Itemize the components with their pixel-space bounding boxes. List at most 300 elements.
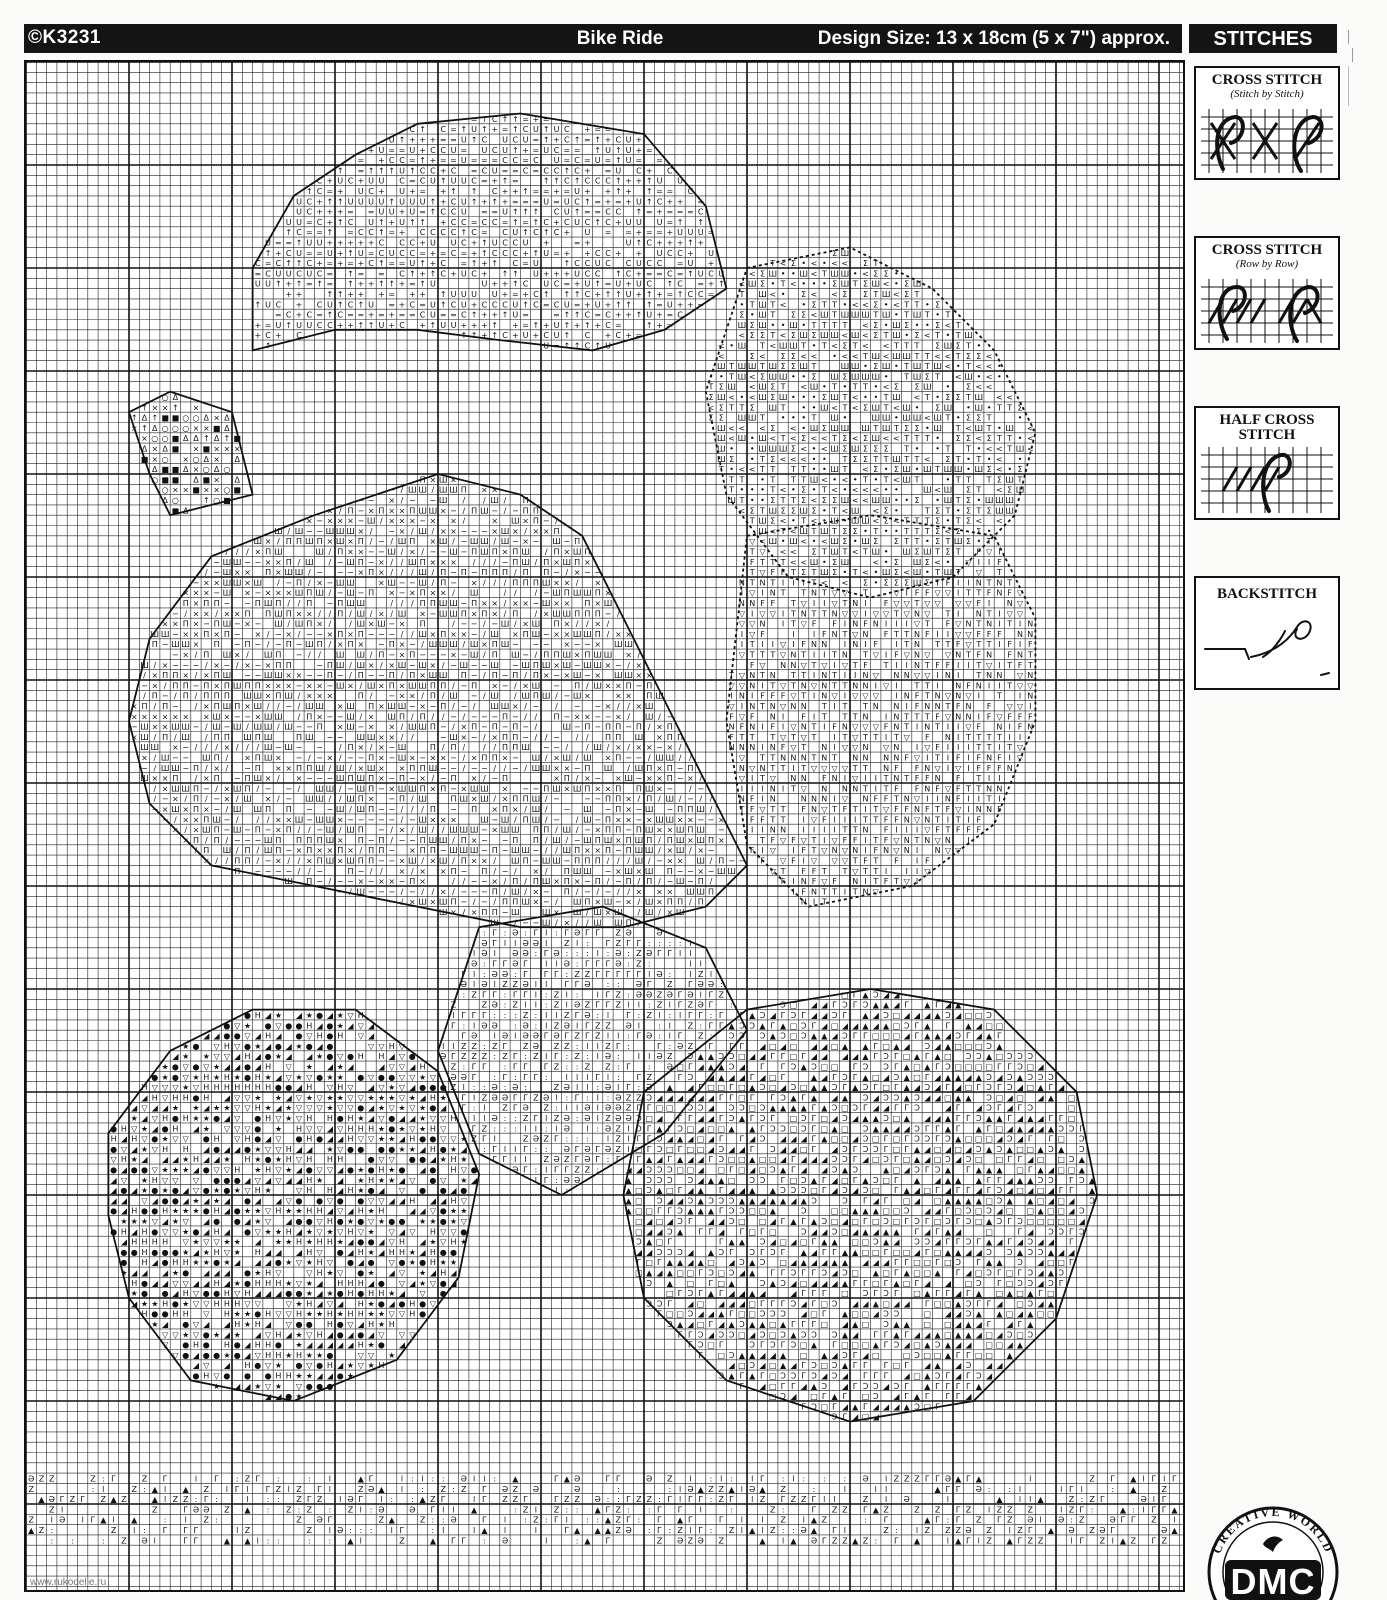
stitch-symbol: Ш xyxy=(769,537,778,546)
stitch-symbol: × xyxy=(316,846,323,855)
stitch-symbol: ▽ xyxy=(749,589,756,598)
stitch-symbol: l xyxy=(514,939,516,948)
stitch-symbol: − xyxy=(347,784,354,793)
stitch-symbol: / xyxy=(411,527,414,536)
stitch-symbol: < xyxy=(718,342,725,351)
stitch-symbol: T xyxy=(965,475,971,484)
stitch-symbol: П xyxy=(626,877,632,886)
stitch-symbol: ▽ xyxy=(234,1021,241,1030)
stitch-symbol: C xyxy=(585,218,591,227)
stitch-symbol: Σ xyxy=(945,393,950,402)
stitch-symbol: U xyxy=(698,228,704,237)
stitch-symbol: □ xyxy=(707,1124,715,1133)
stitch-symbol: − xyxy=(399,877,406,886)
stitch-symbol: П xyxy=(214,754,220,763)
stitch-symbol: • xyxy=(884,321,889,330)
stitch-symbol: Ə xyxy=(646,949,652,958)
stitch-symbol: × xyxy=(666,826,673,835)
stitch-symbol: − xyxy=(543,898,550,907)
stitch-symbol: ▲ xyxy=(862,1073,869,1082)
stitch-symbol: / xyxy=(473,558,476,567)
stitch-symbol: ↑ xyxy=(419,259,426,268)
stitch-symbol: U xyxy=(584,228,590,237)
stitch-symbol: F xyxy=(976,723,981,732)
stitch-symbol: Г xyxy=(606,990,611,999)
stitch-symbol: Ш xyxy=(727,867,736,876)
stitch-symbol: C xyxy=(348,177,354,186)
stitch-symbol: − xyxy=(460,599,467,608)
stitch-symbol: П xyxy=(430,681,436,690)
stitch-symbol: ★ xyxy=(162,1135,169,1144)
stitch-symbol: × xyxy=(656,898,663,907)
stitch-symbol: Ш xyxy=(243,795,252,804)
stitch-symbol: Z xyxy=(616,1001,622,1010)
stitch-symbol: C xyxy=(502,228,508,237)
stitch-symbol: П xyxy=(533,877,539,886)
stitch-symbol: : xyxy=(493,1073,496,1082)
stitch-symbol: I xyxy=(988,681,990,690)
stitch-symbol: ○ xyxy=(203,465,210,474)
stitch-symbol: U xyxy=(481,280,487,289)
stitch-symbol: N xyxy=(986,805,992,814)
stitch-symbol: Z xyxy=(543,1104,549,1113)
stitch-symbol: • xyxy=(843,517,848,526)
stitch-symbol: Σ xyxy=(966,414,971,423)
stitch-symbol: Ш xyxy=(449,733,458,742)
stitch-symbol: ▽ xyxy=(440,1114,447,1123)
stitch-symbol: × xyxy=(182,836,189,845)
stitch-symbol: Ш xyxy=(161,764,170,773)
stitch-symbol: : xyxy=(473,1083,476,1092)
stitch-symbol: □ xyxy=(831,1021,839,1030)
stitch-symbol: Ш xyxy=(995,506,1004,515)
stitch-symbol: ↑ xyxy=(430,269,437,278)
stitch-symbol: I xyxy=(751,826,753,835)
stitch-symbol: C xyxy=(482,166,488,175)
stitch-symbol: − xyxy=(563,692,570,701)
stitch-symbol: + xyxy=(296,290,303,299)
stitch-symbol: C xyxy=(554,300,560,309)
stitch-symbol: < xyxy=(739,280,746,289)
stitch-symbol: T xyxy=(821,898,827,907)
stitch-symbol: × xyxy=(285,815,292,824)
stitch-symbol: Ш xyxy=(470,589,479,598)
stitch-symbol: × xyxy=(656,733,663,742)
stitch-symbol: − xyxy=(481,836,488,845)
stitch-symbol: Ш xyxy=(872,548,881,557)
stitch-symbol: Ə xyxy=(636,980,642,989)
stitch-symbol: = xyxy=(368,249,375,258)
stitch-symbol: ▽ xyxy=(965,558,972,567)
stitch-symbol: / xyxy=(411,805,414,814)
stitch-symbol: / xyxy=(432,712,435,721)
stitch-symbol: I xyxy=(885,651,887,660)
stitch-symbol: F xyxy=(956,826,961,835)
stitch-symbol: − xyxy=(594,774,601,783)
stitch-symbol: I xyxy=(967,754,969,763)
stitch-symbol: F xyxy=(915,702,920,711)
stitch-symbol: ↑ xyxy=(471,259,478,268)
stitch-symbol: П xyxy=(492,723,498,732)
stitch-symbol: • xyxy=(904,496,909,505)
stitch-symbol: < xyxy=(800,537,807,546)
stitch-symbol: / xyxy=(658,908,661,917)
stitch-symbol: F xyxy=(987,712,992,721)
stitch-symbol: = xyxy=(605,156,612,165)
stitch-symbol: Г xyxy=(812,1104,817,1113)
stitch-symbol: U xyxy=(461,300,467,309)
stitch-symbol: ■ xyxy=(213,424,221,433)
stitch-symbol: / xyxy=(689,846,692,855)
stitch-symbol: N xyxy=(821,640,827,649)
stitch-symbol: U xyxy=(358,249,364,258)
stitch-symbol: ■ xyxy=(172,434,180,443)
stitch-symbol: − xyxy=(615,898,622,907)
stitch-symbol: N xyxy=(873,620,879,629)
stitch-symbol: Ш xyxy=(305,537,314,546)
stitch-symbol: − xyxy=(553,733,560,742)
stitch-symbol: : xyxy=(462,1021,465,1030)
stitch-symbol: Ш xyxy=(542,764,551,773)
stitch-symbol: F xyxy=(997,764,1002,773)
stitch-symbol: T xyxy=(759,342,765,351)
stitch-symbol: F xyxy=(976,764,981,773)
stitch-symbol: ◢ xyxy=(172,1052,179,1061)
stitch-symbol: Ш xyxy=(799,506,808,515)
stitch-symbol: + xyxy=(677,197,684,206)
stitch-symbol: : xyxy=(462,990,465,999)
stitch-symbol: Г xyxy=(482,990,487,999)
stitch-symbol: T xyxy=(924,311,930,320)
stitch-symbol: T xyxy=(996,434,1002,443)
stitch-symbol: / xyxy=(329,877,332,886)
stitch-symbol: × xyxy=(419,877,426,886)
stitch-symbol: ◢ xyxy=(852,1021,859,1030)
stitch-symbol: Ɔ xyxy=(883,1052,889,1061)
stitch-symbol: ★ xyxy=(182,1052,189,1061)
stitch-symbol: / xyxy=(401,815,404,824)
stitch-symbol: Ш xyxy=(449,486,458,495)
stitch-symbol: × xyxy=(368,506,375,515)
stitch-symbol: П xyxy=(275,651,281,660)
stitch-symbol: × xyxy=(399,527,406,536)
stitch-symbol: • xyxy=(863,527,868,536)
stitch-symbol: / xyxy=(689,898,692,907)
stitch-symbol: N xyxy=(801,754,807,763)
stitch-symbol: • xyxy=(966,403,971,412)
stitch-symbol: ▽ xyxy=(368,1042,375,1051)
stitch-symbol: П xyxy=(564,887,570,896)
stitch-symbol: Ə xyxy=(687,990,693,999)
stitch-symbol: U xyxy=(461,197,467,206)
stitch-symbol: / xyxy=(535,712,538,721)
stitch-symbol: Ш xyxy=(398,609,407,618)
stitch-symbol: N xyxy=(770,589,776,598)
stitch-symbol: / xyxy=(277,537,280,546)
stitch-symbol: C xyxy=(502,156,508,165)
stitch-symbol: □ xyxy=(996,1093,1004,1102)
stitch-symbol: П xyxy=(440,568,446,577)
stitch-symbol: Z xyxy=(574,1052,580,1061)
stitch-symbol: ▲ xyxy=(667,1083,674,1092)
stitch-symbol: Ш xyxy=(830,517,839,526)
stitch-symbol: − xyxy=(316,826,323,835)
stitch-symbol: П xyxy=(347,867,353,876)
stitch-symbol: Г xyxy=(451,1021,456,1030)
stitch-symbol: + xyxy=(347,321,354,330)
stitch-symbol: × xyxy=(491,877,498,886)
stitch-symbol: : xyxy=(565,970,568,979)
stitch-symbol: Г xyxy=(1079,1124,1084,1133)
stitch-symbol: × xyxy=(162,712,169,721)
stitch-symbol: − xyxy=(224,826,231,835)
stitch-symbol: Ш xyxy=(151,630,160,639)
stitch-symbol: ◢ xyxy=(965,1073,972,1082)
stitch-symbol: I xyxy=(957,609,959,618)
stitch-symbol: N xyxy=(883,764,889,773)
stitch-symbol: × xyxy=(388,589,395,598)
stitch-symbol: − xyxy=(172,661,179,670)
stitch-symbol: ● xyxy=(326,1021,333,1030)
stitch-symbol: / xyxy=(710,805,713,814)
stitch-symbol: N xyxy=(893,774,899,783)
stitch-symbol: Г xyxy=(987,1124,992,1133)
stitch-symbol: Г xyxy=(719,1114,724,1123)
stitch-symbol: T xyxy=(831,321,837,330)
stitch-symbol: < xyxy=(862,342,869,351)
stitch-symbol: × xyxy=(615,712,622,721)
stitch-symbol: C xyxy=(646,239,652,248)
stitch-symbol: ▲ xyxy=(904,1093,911,1102)
stitch-symbol: F xyxy=(863,620,868,629)
stitch-symbol: = xyxy=(347,259,354,268)
stitch-symbol: Ш xyxy=(583,754,592,763)
stitch-symbol: □ xyxy=(996,1052,1004,1061)
stitch-symbol: T xyxy=(852,342,858,351)
stitch-symbol: П xyxy=(275,661,281,670)
stitch-symbol: − xyxy=(533,784,540,793)
stitch-symbol: Г xyxy=(842,1011,847,1020)
stitch-symbol: × xyxy=(502,548,509,557)
stitch-symbol: C xyxy=(513,249,519,258)
stitch-symbol: Ə xyxy=(615,1114,621,1123)
stitch-symbol: П xyxy=(636,784,642,793)
stitch-symbol: Ɔ xyxy=(832,1104,838,1113)
stitch-symbol: U xyxy=(296,208,302,217)
stitch-symbol: F xyxy=(770,723,775,732)
stitch-symbol: × xyxy=(306,681,313,690)
stitch-symbol: T xyxy=(914,342,920,351)
stitch-symbol: × xyxy=(563,764,570,773)
stitch-symbol: • xyxy=(781,414,786,423)
stitch-symbol: • xyxy=(956,362,961,371)
stitch-symbol: + xyxy=(625,280,632,289)
stitch-symbol: П xyxy=(255,826,261,835)
stitch-symbol: C xyxy=(574,156,580,165)
stitch-symbol: П xyxy=(327,671,333,680)
stitch-symbol: ▽ xyxy=(183,1073,190,1082)
stitch-symbol: / xyxy=(432,887,435,896)
stitch-symbol: × xyxy=(430,558,437,567)
stitch-symbol: Δ xyxy=(193,475,199,484)
stitch-symbol: П xyxy=(358,692,364,701)
stitch-symbol: ○ xyxy=(162,393,169,402)
stitch-symbol: / xyxy=(462,754,465,763)
stitch-symbol: ▽ xyxy=(729,702,736,711)
stitch-symbol: ◢ xyxy=(327,1063,334,1072)
stitch-symbol: • xyxy=(750,496,755,505)
stitch-symbol: • xyxy=(791,517,796,526)
stitch-symbol: l xyxy=(494,980,496,989)
stitch-symbol: U xyxy=(626,146,632,155)
stitch-symbol: Ш xyxy=(861,517,870,526)
stitch-symbol: l xyxy=(545,1011,547,1020)
stitch-symbol: Ə xyxy=(440,1052,446,1061)
stitch-symbol: / xyxy=(535,558,538,567)
stitch-symbol: Ш xyxy=(501,826,510,835)
stitch-symbol: ▽ xyxy=(1007,609,1014,618)
stitch-symbol: ▽ xyxy=(214,1042,221,1051)
stitch-symbol: ● xyxy=(378,1073,385,1082)
stitch-symbol: □ xyxy=(872,1032,880,1041)
stitch-symbol: < xyxy=(800,455,807,464)
stitch-symbol: I xyxy=(967,795,969,804)
stitch-symbol: U xyxy=(306,321,312,330)
stitch-symbol: Ш xyxy=(326,815,335,824)
stitch-symbol: Г xyxy=(1007,1063,1012,1072)
stitch-symbol: ↑ xyxy=(440,177,447,186)
stitch-symbol: ▽ xyxy=(244,1124,251,1133)
stitch-symbol: Ə xyxy=(698,980,704,989)
stitch-symbol: = xyxy=(563,146,570,155)
stitch-symbol: C xyxy=(564,218,570,227)
stitch-symbol: ▽ xyxy=(873,887,880,896)
stitch-symbol: П xyxy=(409,671,415,680)
stitch-symbol: ▽ xyxy=(832,692,839,701)
stitch-symbol: П xyxy=(667,774,673,783)
stitch-symbol: П xyxy=(409,506,415,515)
stitch-symbol: C xyxy=(286,249,292,258)
stitch-symbol: Г xyxy=(606,939,611,948)
stitch-symbol: Ш xyxy=(851,506,860,515)
stitch-symbol: Ш xyxy=(573,630,582,639)
stitch-symbol: / xyxy=(483,578,486,587)
stitch-symbol: Ш xyxy=(460,661,469,670)
stitch-symbol: П xyxy=(183,681,189,690)
stitch-symbol: ▲ xyxy=(801,1063,808,1072)
stitch-symbol: П xyxy=(461,836,467,845)
stitch-symbol: Ш xyxy=(418,661,427,670)
stitch-symbol: = xyxy=(357,311,364,320)
stitch-symbol: • xyxy=(894,269,899,278)
stitch-symbol: I xyxy=(998,620,1000,629)
stitch-symbol: T xyxy=(924,692,930,701)
stitch-symbol: × xyxy=(522,681,529,690)
stitch-symbol: C xyxy=(492,187,498,196)
stitch-symbol: < xyxy=(862,269,869,278)
stitch-symbol: ▽ xyxy=(770,774,777,783)
stitch-symbol: / xyxy=(555,898,558,907)
stitch-symbol: × xyxy=(388,496,395,505)
stitch-symbol: − xyxy=(553,815,560,824)
stitch-symbol: × xyxy=(584,692,591,701)
stitch-symbol: F xyxy=(801,887,806,896)
stitch-symbol: F xyxy=(956,754,961,763)
stitch-symbol: Ш xyxy=(429,640,438,649)
stitch-symbol: T xyxy=(821,702,827,711)
stitch-symbol: + xyxy=(512,331,519,340)
stitch-symbol: Г xyxy=(709,1021,714,1030)
stitch-symbol: T xyxy=(996,568,1002,577)
stitch-symbol: • xyxy=(946,383,951,392)
stitch-symbol: ↑ xyxy=(419,280,426,289)
stitch-symbol: : xyxy=(535,1021,538,1030)
stitch-symbol: Ш xyxy=(933,362,942,371)
stitch-symbol: C xyxy=(451,166,457,175)
stitch-symbol: F xyxy=(770,692,775,701)
stitch-symbol: − xyxy=(533,846,540,855)
stitch-symbol: T xyxy=(1006,620,1012,629)
stitch-symbol: Ш xyxy=(758,434,767,443)
stitch-symbol: • xyxy=(801,321,806,330)
stitch-symbol: ▲ xyxy=(708,1063,715,1072)
stitch-symbol: N xyxy=(924,702,930,711)
stitch-symbol: U xyxy=(451,146,457,155)
stitch-symbol: Ш xyxy=(686,887,695,896)
stitch-symbol: T xyxy=(872,733,878,742)
stitch-symbol: / xyxy=(576,578,579,587)
stitch-symbol: Ə xyxy=(512,929,518,938)
stitch-symbol: ↑ xyxy=(141,403,148,412)
stitch-symbol: / xyxy=(359,681,362,690)
stitch-symbol: T xyxy=(934,465,940,474)
stitch-symbol: U xyxy=(368,197,374,206)
stitch-symbol: ★ xyxy=(419,1073,426,1082)
stitch-symbol: H xyxy=(265,1083,271,1092)
stitch-symbol: I xyxy=(957,723,959,732)
stitch-symbol: H xyxy=(255,1083,261,1092)
stitch-symbol: I xyxy=(761,589,763,598)
stitch-symbol: П xyxy=(214,826,220,835)
stitch-symbol: − xyxy=(316,568,323,577)
stitch-symbol: × xyxy=(151,681,158,690)
stitch-symbol: F xyxy=(781,877,786,886)
stitch-symbol: ↑ xyxy=(615,187,622,196)
stitch-symbol: ▽ xyxy=(286,1073,293,1082)
stitch-symbol: F xyxy=(935,784,940,793)
stitch-symbol: = xyxy=(656,187,663,196)
stitch-symbol: П xyxy=(244,609,250,618)
stitch-symbol: Ш xyxy=(429,671,438,680)
stitch-symbol: − xyxy=(368,671,375,680)
stitch-symbol: + xyxy=(605,197,612,206)
stitch-symbol: N xyxy=(801,795,807,804)
stitch-symbol: − xyxy=(502,558,509,567)
stitch-symbol: Ɔ xyxy=(1048,1073,1054,1082)
stitch-symbol: C xyxy=(523,280,529,289)
stitch-symbol: Ш xyxy=(985,496,994,505)
stitch-symbol: l xyxy=(483,1104,485,1113)
stitch-symbol: T xyxy=(893,877,899,886)
stitch-symbol: П xyxy=(450,774,456,783)
stitch-symbol: Σ xyxy=(750,321,755,330)
stitch-symbol: Ш xyxy=(841,311,850,320)
stitch-symbol: ▽ xyxy=(739,609,746,618)
stitch-symbol: − xyxy=(605,805,612,814)
stitch-symbol: ↑ xyxy=(409,166,416,175)
stitch-symbol: Ш xyxy=(398,661,407,670)
stitch-symbol: U xyxy=(708,249,714,258)
